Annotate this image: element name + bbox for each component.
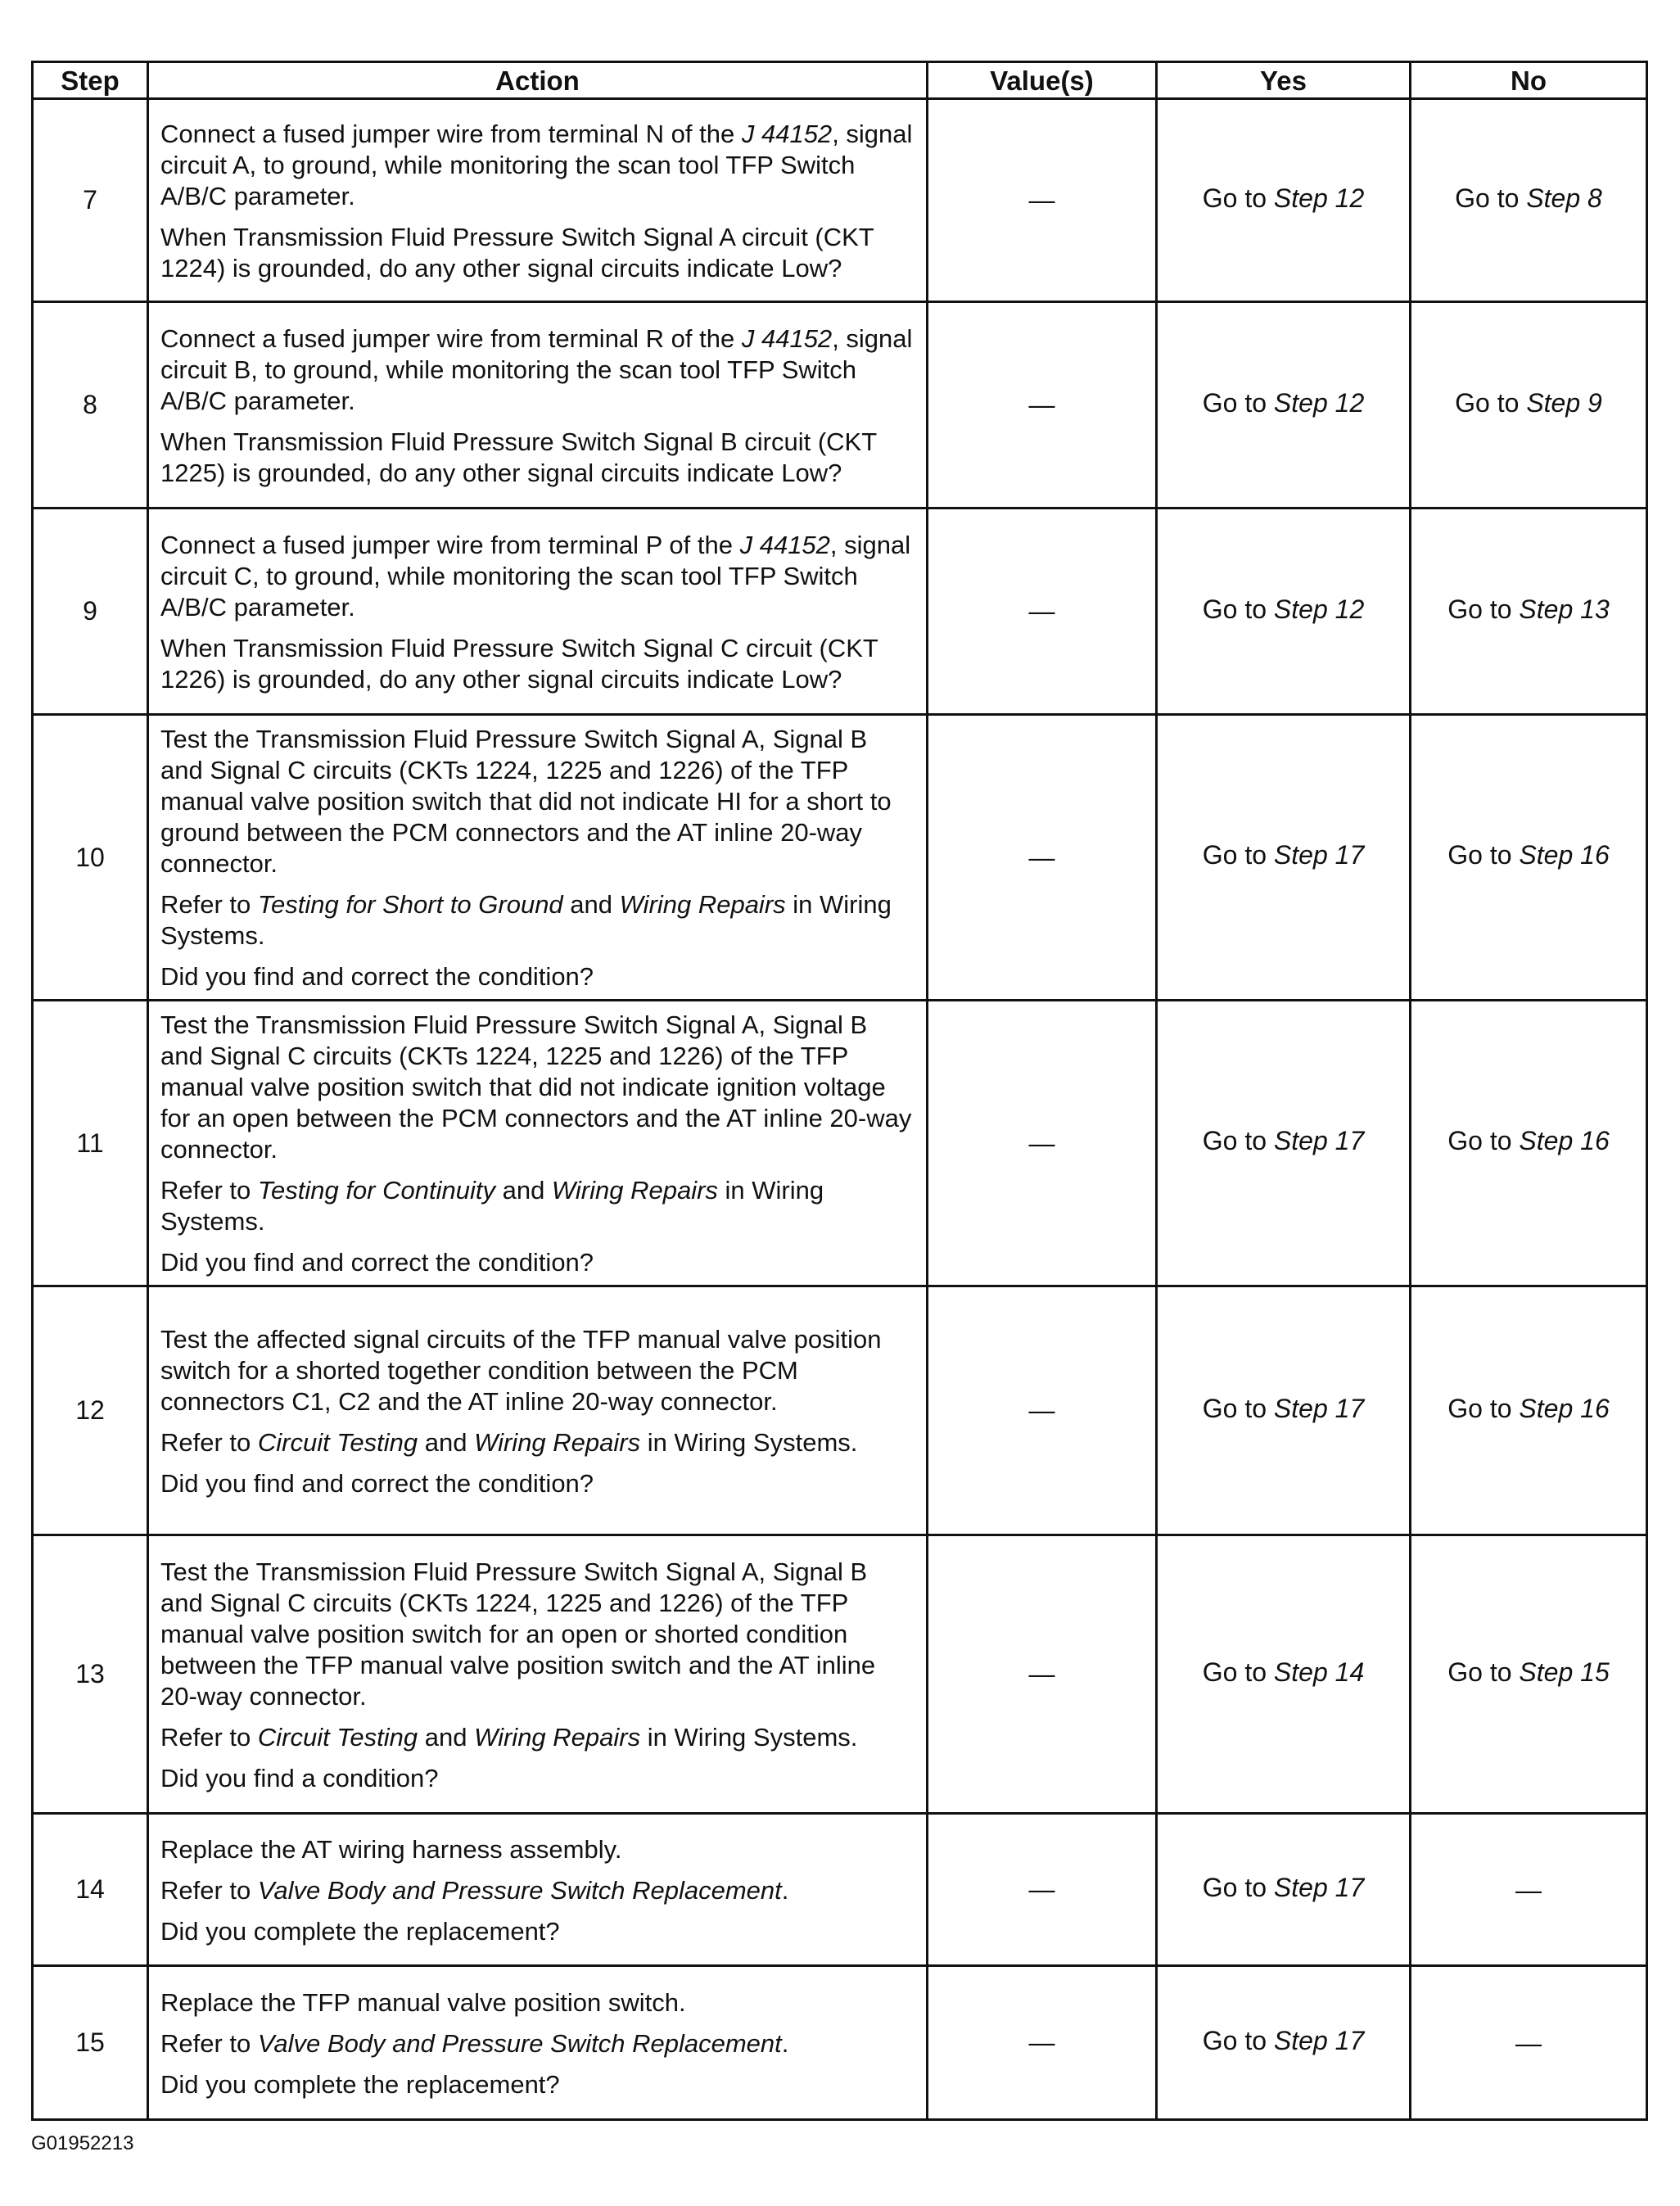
action-cell	[148, 509, 928, 715]
action-reference-text: Wiring Repairs	[619, 890, 786, 919]
action-reference-text: Testing for Continuity	[257, 1176, 495, 1205]
action-cell	[148, 715, 928, 1001]
yes-cell	[1157, 1535, 1411, 1814]
no-goto-prefix: Go to	[1447, 1126, 1520, 1155]
value-cell: —	[928, 1286, 1157, 1535]
table-row	[33, 1001, 1647, 1286]
header-values: Value(s)	[928, 62, 1157, 99]
yes-step-link: Step 17	[1273, 2025, 1365, 2055]
no-goto-prefix: Go to	[1447, 1393, 1520, 1423]
action-paragraph	[160, 119, 915, 212]
yes-goto-prefix: Go to	[1202, 1126, 1274, 1155]
action-text: Test the Transmission Fluid Pressure Switch Signal A, Signal B and Signal C circuits (CKTs 1224, 1225 and 1226) of the TFP manual valve position switch that did not indicate ignition voltage for an open between the PCM connectors and the AT inline 20-way connector.	[160, 1010, 912, 1164]
action-paragraph	[160, 1247, 915, 1278]
no-cell	[1411, 1001, 1647, 1286]
action-text: Did you complete the replacement?	[160, 2069, 560, 2099]
action-paragraph	[160, 1557, 915, 1712]
value-cell: —	[928, 1535, 1157, 1814]
no-cell	[1411, 1535, 1647, 1814]
action-text: Refer to	[160, 1875, 258, 1905]
yes-cell	[1157, 1286, 1411, 1535]
action-paragraph	[160, 1875, 915, 1906]
value-cell: —	[928, 1001, 1157, 1286]
yes-step-link: Step 12	[1273, 183, 1365, 213]
value-cell: —	[928, 302, 1157, 509]
yes-cell	[1157, 715, 1411, 1001]
action-cell	[148, 1535, 928, 1814]
action-text: , signal circuit A, to ground, while monitoring the scan tool TFP Switch A/B/C parameter.	[160, 119, 913, 210]
action-paragraph	[160, 1722, 915, 1753]
action-paragraph	[160, 1763, 915, 1794]
yes-step-link: Step 17	[1273, 1393, 1365, 1423]
yes-cell	[1157, 1001, 1411, 1286]
action-reference-text: Valve Body and Pressure Switch Replacement	[257, 1875, 782, 1905]
value-cell: —	[928, 1814, 1157, 1966]
yes-cell	[1157, 509, 1411, 715]
action-text: Refer to	[160, 1176, 258, 1205]
action-paragraph	[160, 2028, 915, 2059]
action-text: and	[418, 1722, 475, 1752]
yes-cell	[1157, 99, 1411, 302]
action-reference-text: Circuit Testing	[257, 1427, 418, 1457]
yes-step-link: Step 12	[1273, 594, 1365, 624]
yes-goto-prefix: Go to	[1202, 183, 1274, 213]
action-text: Test the affected signal circuits of the TFP manual valve position switch for a shorted together condition between the PCM connectors C1, C2 and the AT inline 20-way connector.	[160, 1324, 882, 1416]
action-text: Did you find and correct the condition?	[160, 1468, 594, 1498]
table-row	[33, 1814, 1647, 1966]
no-step-link: Step 13	[1519, 594, 1610, 624]
action-cell	[148, 99, 928, 302]
action-paragraph	[160, 323, 915, 417]
no-goto-prefix: Go to	[1447, 594, 1520, 624]
action-text: , signal circuit B, to ground, while monitoring the scan tool TFP Switch A/B/C parameter.	[160, 323, 913, 415]
step-number: 12	[33, 1286, 148, 1535]
action-paragraph	[160, 889, 915, 952]
action-paragraph	[160, 2069, 915, 2100]
no-cell	[1411, 715, 1647, 1001]
action-text: Refer to	[160, 1427, 258, 1457]
step-number: 15	[33, 1966, 148, 2120]
action-text: Replace the AT wiring harness assembly.	[160, 1834, 622, 1864]
yes-goto-prefix: Go to	[1202, 840, 1274, 870]
no-goto-prefix: Go to	[1455, 183, 1527, 213]
yes-goto-prefix: Go to	[1202, 1872, 1274, 1902]
table-row	[33, 302, 1647, 509]
no-cell	[1411, 302, 1647, 509]
action-text: When Transmission Fluid Pressure Switch Signal C circuit (CKT 1226) is grounded, do any other signal circuits indicate Low?	[160, 633, 878, 694]
no-goto-prefix: Go to	[1455, 387, 1527, 418]
yes-cell	[1157, 302, 1411, 509]
action-reference-text: J 44152	[741, 119, 833, 148]
action-text: Refer to	[160, 1722, 258, 1752]
table-body	[33, 99, 1647, 2120]
action-paragraph	[160, 222, 915, 284]
yes-cell	[1157, 1814, 1411, 1966]
action-paragraph	[160, 1175, 915, 1237]
action-cell	[148, 302, 928, 509]
step-number: 8	[33, 302, 148, 509]
yes-step-link: Step 14	[1273, 1657, 1365, 1687]
action-text: .	[781, 2028, 789, 2058]
table-header-row	[33, 62, 1647, 99]
value-cell: —	[928, 99, 1157, 302]
value-cell: —	[928, 1966, 1157, 2120]
no-step-link: Step 16	[1519, 1126, 1610, 1155]
action-text: Connect a fused jumper wire from terminal N of the	[160, 119, 742, 148]
action-text: Replace the TFP manual valve position switch.	[160, 1987, 686, 2017]
table-row	[33, 509, 1647, 715]
action-reference-text: Wiring Repairs	[474, 1427, 641, 1457]
no-goto-prefix: Go to	[1447, 840, 1520, 870]
step-number: 11	[33, 1001, 148, 1286]
table-row	[33, 1535, 1647, 1814]
action-reference-text: Testing for Short to Ground	[257, 890, 563, 919]
action-reference-text: J 44152	[741, 323, 833, 353]
table-row	[33, 99, 1647, 302]
action-text: in Wiring Systems.	[160, 890, 892, 950]
action-cell	[148, 1286, 928, 1535]
yes-goto-prefix: Go to	[1202, 1657, 1274, 1687]
action-cell	[148, 1966, 928, 2120]
action-reference-text: Wiring Repairs	[551, 1176, 718, 1205]
action-text: and	[495, 1176, 552, 1205]
yes-goto-prefix: Go to	[1202, 2025, 1274, 2055]
action-text: Connect a fused jumper wire from terminal R of the	[160, 323, 742, 353]
no-cell	[1411, 99, 1647, 302]
action-text: When Transmission Fluid Pressure Switch Signal A circuit (CKT 1224) is grounded, do any other signal circuits indicate Low?	[160, 222, 874, 283]
action-paragraph	[160, 1010, 915, 1165]
figure-id: G01952213	[31, 2132, 134, 2154]
action-paragraph	[160, 961, 915, 992]
action-text: Refer to	[160, 2028, 258, 2058]
table-row	[33, 1286, 1647, 1535]
no-cell: —	[1411, 1966, 1647, 2120]
table-row	[33, 1966, 1647, 2120]
action-text: Refer to	[160, 890, 258, 919]
no-cell	[1411, 1286, 1647, 1535]
header-action: Action	[148, 62, 928, 99]
action-text: , signal circuit C, to ground, while monitoring the scan tool TFP Switch A/B/C parameter.	[160, 530, 911, 622]
action-paragraph	[160, 633, 915, 695]
yes-goto-prefix: Go to	[1202, 594, 1274, 624]
action-text: Connect a fused jumper wire from terminal P of the	[160, 530, 740, 559]
yes-step-link: Step 17	[1273, 1872, 1365, 1902]
yes-goto-prefix: Go to	[1202, 1393, 1274, 1423]
step-number: 13	[33, 1535, 148, 1814]
action-paragraph	[160, 1427, 915, 1458]
step-number: 14	[33, 1814, 148, 1966]
step-number: 9	[33, 509, 148, 715]
table-row	[33, 715, 1647, 1001]
step-number: 10	[33, 715, 148, 1001]
no-goto-prefix: Go to	[1447, 1657, 1520, 1687]
action-text: in Wiring Systems.	[640, 1427, 858, 1457]
action-text: Did you find and correct the condition?	[160, 962, 594, 991]
action-text: When Transmission Fluid Pressure Switch Signal B circuit (CKT 1225) is grounded, do any other signal circuits indicate Low?	[160, 427, 877, 487]
action-text: Did you find a condition?	[160, 1763, 439, 1792]
diagnostic-table	[31, 61, 1648, 2121]
action-cell	[148, 1001, 928, 1286]
no-cell: —	[1411, 1814, 1647, 1966]
yes-cell	[1157, 1966, 1411, 2120]
yes-step-link: Step 17	[1273, 840, 1365, 870]
header-yes: Yes	[1157, 62, 1411, 99]
yes-step-link: Step 12	[1273, 387, 1365, 418]
action-paragraph	[160, 1834, 915, 1865]
step-number: 7	[33, 99, 148, 302]
yes-goto-prefix: Go to	[1202, 387, 1274, 418]
action-text: in Wiring Systems.	[160, 1176, 824, 1236]
action-text: and	[562, 890, 620, 919]
action-text: in Wiring Systems.	[640, 1722, 858, 1752]
action-reference-text: J 44152	[739, 530, 830, 559]
action-reference-text: Wiring Repairs	[474, 1722, 641, 1752]
action-paragraph	[160, 1324, 915, 1417]
action-paragraph	[160, 1916, 915, 1947]
action-paragraph	[160, 1987, 915, 2018]
header-step: Step	[33, 62, 148, 99]
header-no: No	[1411, 62, 1647, 99]
action-text: and	[418, 1427, 475, 1457]
no-cell	[1411, 509, 1647, 715]
no-step-link: Step 15	[1519, 1657, 1610, 1687]
action-text: Test the Transmission Fluid Pressure Switch Signal A, Signal B and Signal C circuits (CKTs 1224, 1225 and 1226) of the TFP manual valve position switch for an open or shorted condition between the TFP manual valve position switch and the AT inline 20-way connector.	[160, 1557, 876, 1711]
no-step-link: Step 9	[1526, 387, 1602, 418]
action-paragraph	[160, 427, 915, 489]
action-cell	[148, 1814, 928, 1966]
action-reference-text: Valve Body and Pressure Switch Replacement	[257, 2028, 782, 2058]
value-cell: —	[928, 509, 1157, 715]
action-text: .	[781, 1875, 789, 1905]
no-step-link: Step 16	[1519, 1393, 1610, 1423]
yes-step-link: Step 17	[1273, 1126, 1365, 1155]
value-cell: —	[928, 715, 1157, 1001]
action-text: Test the Transmission Fluid Pressure Switch Signal A, Signal B and Signal C circuits (CKTs 1224, 1225 and 1226) of the TFP manual valve position switch that did not indicate HI for a short to ground between the PCM connectors and the AT inline 20-way connector.	[160, 725, 892, 878]
no-step-link: Step 8	[1526, 183, 1602, 213]
action-text: Did you complete the replacement?	[160, 1916, 560, 1946]
action-paragraph	[160, 724, 915, 879]
no-step-link: Step 16	[1519, 840, 1610, 870]
action-paragraph	[160, 530, 915, 623]
action-text: Did you find and correct the condition?	[160, 1248, 594, 1277]
action-paragraph	[160, 1468, 915, 1499]
action-reference-text: Circuit Testing	[257, 1722, 418, 1752]
